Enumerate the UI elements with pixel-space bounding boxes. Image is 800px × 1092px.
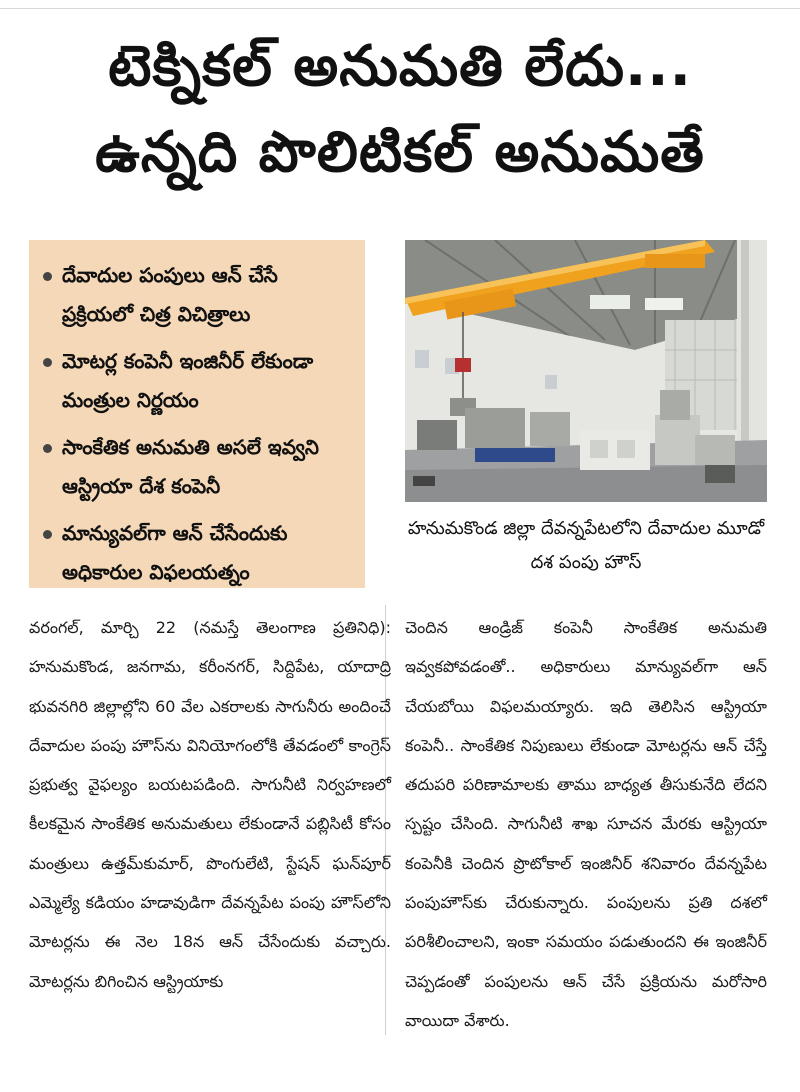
headline-line-2: ఉన్నది పొలిటికల్ అనుమతే — [95, 120, 705, 185]
highlight-item — [43, 428, 353, 506]
article-paragraph-right: చెందిన ఆండ్రిజ్ కంపెనీ సాంకేతిక అనుమతి ఇవ్వకపోవడంతో.. అధికారులు మాన్యువల్‌గా ఆన్ చేయబోయి విఫలమయ్యారు. ఇది తెలిసిన ఆస్ట్రియా కంపెనీ.. సాంకేతిక నిపుణులు లేకుండా మోటర్లను ఆన్ చేస్తే తదుపరి పరిణామాలకు తాము బాధ్యత తీసుకునేది లేదని స్పష్టం చేసింది. సాగునీటి శాఖ సూచన మేరకు ఆస్ట్రియా కంపెనీకి చెందిన ప్రొటోకాల్ ఇంజినీర్ శనివారం దేవన్నపేట పంపుహౌస్‌కు చేరుకున్నారు. పంపులను ప్రతి దశలో పరిశీలించాలని, ఇంకా సమయం పడుతుందని ఈ ఇంజినీర్ చెప్పడంతో పంపులను ఆన్ చేసే ప్రక్రియను మరోసారి వాయిదా వేశారు. — [405, 618, 767, 1030]
pump-house-photo — [405, 240, 767, 502]
headline-line-1: టెక్నికల్ అనుమతి లేదు... — [108, 34, 692, 99]
article-column-right — [405, 608, 767, 1040]
article-paragraph-left: వరంగల్, మార్చి 22 (నమస్తే తెలంగాణ ప్రతినిధి): హనుమకొండ, జనగామ, కరీంనగర్, సిద్దిపేట, యాదాద్రి భువనగిరి జిల్లాల్లోని 60 వేల ఎకరాలకు సాగునీరు అందించే దేవాదుల పంపు హౌస్‌ను వినియోగంలోకి తేవడంలో కాంగ్రెస్ ప్రభుత్వ వైఫల్యం బయటపడింది. సాగునీటి నిర్వహణలో కీలకమైన సాంకేతిక అనుమతులు లేకుండానే పబ్లిసిటీ కోసం మంత్రులు ఉత్తమ్‌కుమార్, పొంగులేటి, స్టేషన్ ఘన్‌పూర్ ఎమ్మెల్యే కడియం హడావుడిగా దేవన్నపేట పంపు హౌస్‌లోని మోటర్లను ఈ నెల 18న ఆన్ చేసేందుకు వచ్చారు. మోటర్లను బిగించిన ఆస్ట్రియాకు — [29, 618, 391, 991]
bullet-icon — [43, 530, 52, 539]
article-column-left — [29, 608, 391, 1001]
highlight-item — [43, 256, 353, 334]
highlight-text: మాన్యువల్‌గా ఆన్ చేసేందుకు అధికారుల విఫలయత్నం — [62, 521, 288, 584]
highlights-box — [29, 240, 365, 588]
industrial-hall-illustration — [405, 240, 767, 502]
highlight-item — [43, 342, 353, 420]
bullet-icon — [43, 272, 52, 281]
page-top-edge — [0, 0, 800, 9]
bullet-icon — [43, 444, 52, 453]
highlight-text: సాంకేతిక అనుమతి అసలే ఇవ్వని ఆస్ట్రియా దేశ కంపెనీ — [62, 435, 319, 498]
highlight-text: దేవాదుల పంపులు ఆన్ చేసే ప్రక్రియలో చిత్ర విచిత్రాలు — [62, 263, 278, 326]
highlight-text: మోటర్ల కంపెనీ ఇంజినీర్ లేకుండా మంత్రుల నిర్ణయం — [62, 349, 314, 412]
bullet-icon — [43, 358, 52, 367]
photo-caption: హనుమకొండ జిల్లా దేవన్నపేటలోని దేవాదుల మూడో దశ పంపు హౌస్ — [407, 518, 765, 573]
highlight-item — [43, 514, 353, 592]
